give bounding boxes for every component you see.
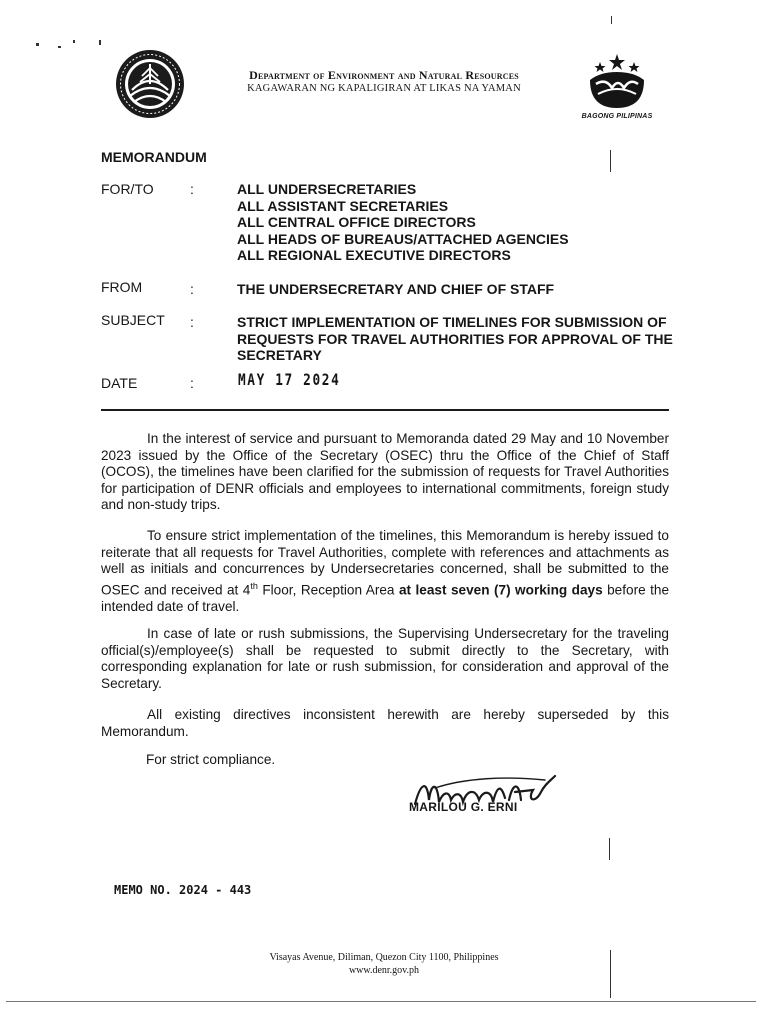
denr-seal-logo <box>114 48 186 120</box>
paragraph-2-text-b: Floor, Reception Area <box>257 582 399 598</box>
subject-label: SUBJECT <box>101 312 165 328</box>
ordinal-suffix: th <box>250 580 258 591</box>
date-label: DATE <box>101 375 138 391</box>
header-divider <box>101 409 669 411</box>
scan-speck <box>609 838 610 860</box>
signatory-name: MARILOU G. ERNI <box>409 800 518 814</box>
body-paragraph-4: All existing directives inconsistent herewith are hereby superseded by this Memorandum. <box>101 707 669 739</box>
from-label: FROM <box>101 279 143 295</box>
scan-speck <box>610 150 611 172</box>
bagong-pilipinas-text: BAGONG PILIPINAS <box>581 113 653 120</box>
scan-speck <box>611 16 612 24</box>
bagong-pilipinas-icon <box>582 50 652 112</box>
memo-number: MEMO NO. 2024 - 443 <box>114 883 252 897</box>
denr-seal-icon <box>114 48 186 120</box>
for-to-label: FOR/TO <box>101 181 154 197</box>
from-value: THE UNDERSECRETARY AND CHIEF OF STAFF <box>237 281 555 297</box>
date-colon: : <box>190 375 194 391</box>
recipient-item: ALL ASSISTANT SECRETARIES <box>237 197 449 214</box>
recipient-item: ALL REGIONAL EXECUTIVE DIRECTORS <box>237 247 511 263</box>
closing-line: For strict compliance. <box>146 752 276 767</box>
from-colon: : <box>190 281 194 297</box>
recipient-item: ALL HEADS OF BUREAUS/ATTACHED AGENCIES <box>237 230 569 247</box>
footer-divider <box>6 1001 756 1002</box>
subject-value: STRICT IMPLEMENTATION OF TIMELINES FOR SUBMISSION OF REQUESTS FOR TRAVEL AUTHORITIES FOR APPROVAL OF THE SECRETARY <box>237 314 673 363</box>
footer-website: www.denr.gov.ph <box>348 965 420 976</box>
memo-heading: MEMORANDUM <box>101 149 207 165</box>
footer-address: Visayas Avenue, Diliman, Quezon City 1100, Philippines <box>269 952 499 963</box>
deadline-emphasis: at least seven (7) working days <box>398 582 603 598</box>
date-stamp: MAY 17 2024 <box>238 370 341 389</box>
body-paragraph-2 <box>101 528 669 615</box>
paragraph-2-text-a: To ensure strict implementation of the timelines, this Memorandum is hereby issued to reiterate that all requests for Travel Authorities, complete with references and attachments as well as initials and concurrences by Undersecretaries concerned, shall be submitted to the OSEC and received at 4 <box>101 528 669 598</box>
department-name-english: Department of Environment and Natural Resources <box>249 68 519 82</box>
bagong-pilipinas-logo <box>582 50 652 112</box>
recipient-item: ALL CENTRAL OFFICE DIRECTORS <box>237 214 476 230</box>
department-name-filipino: KAGAWARAN NG KAPALIGIRAN AT LIKAS NA YAMAN <box>247 83 521 94</box>
subject-colon: : <box>190 314 194 330</box>
paragraph-2-text-c: before the intended date of travel. <box>101 582 670 614</box>
recipient-list <box>237 181 569 264</box>
scan-speck <box>73 40 75 43</box>
recipient-item: ALL UNDERSECRETARIES <box>237 181 417 197</box>
body-paragraph-1: In the interest of service and pursuant to Memoranda dated 29 May and 10 November 2023 issued by the Office of the Secretary (OSEC) thru the Office of the Chief of Staff (OCOS), the timelines have been clarified for the submission of requests for Travel Authorities for participation of DENR officials and employees to international commitments, foreign study and non-study trips. <box>101 431 669 512</box>
scan-speck <box>36 43 39 46</box>
scan-speck <box>99 40 101 45</box>
scan-speck <box>58 46 61 48</box>
body-paragraph-3: In case of late or rush submissions, the Supervising Undersecretary for the traveling official(s)/employee(s) shall be requested to submit directly to the Secretary, with corresponding explanation for late or rush submission, for consideration and approval of the Secretary. <box>101 626 669 691</box>
for-to-colon: : <box>190 181 194 197</box>
scan-speck <box>610 950 611 998</box>
